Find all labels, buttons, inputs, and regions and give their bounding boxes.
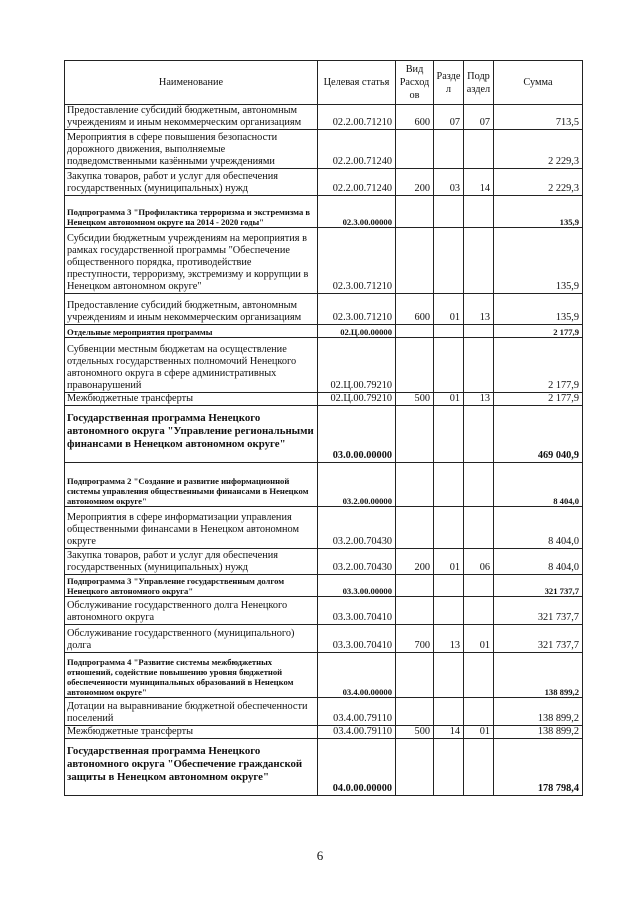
row-vid <box>396 507 434 549</box>
row-name: Государственная программа Ненецкого автономного округа "Управление региональными финансами в Ненецком автономном округе" <box>65 406 318 463</box>
row-name: Закупка товаров, работ и услуг для обеспечения государственных (муниципальных) нужд <box>65 169 318 196</box>
table-row <box>65 130 583 169</box>
row-vid <box>396 130 434 169</box>
row-sum: 135,9 <box>494 196 583 228</box>
row-name: Субсидии бюджетным учреждениям на мероприятия в рамках государственной программы "Обеспечение общественного порядка, противодействие преступности, терроризму, экстремизму и коррупции в Ненецком автономном округе" <box>65 228 318 294</box>
row-vid: 600 <box>396 105 434 130</box>
table-row-subprogram <box>65 196 583 228</box>
row-code: 02.Ц.00.00000 <box>318 325 396 338</box>
row-podrazdel <box>464 463 494 507</box>
row-razdel: 07 <box>434 105 464 130</box>
row-code: 02.2.00.71240 <box>318 130 396 169</box>
table-row <box>65 549 583 575</box>
row-sum: 469 040,9 <box>494 406 583 463</box>
header-row <box>65 61 583 105</box>
row-razdel: 01 <box>434 294 464 325</box>
row-vid <box>396 196 434 228</box>
row-code: 02.Ц.00.79210 <box>318 393 396 406</box>
row-code: 02.Ц.00.79210 <box>318 338 396 393</box>
row-sum: 8 404,0 <box>494 463 583 507</box>
table-row <box>65 393 583 406</box>
row-name: Межбюджетные трансферты <box>65 393 318 406</box>
row-code: 02.3.00.71210 <box>318 228 396 294</box>
row-vid <box>396 653 434 698</box>
row-sum: 138 899,2 <box>494 653 583 698</box>
row-vid <box>396 575 434 597</box>
row-name: Отдельные мероприятия программы <box>65 325 318 338</box>
row-podrazdel <box>464 228 494 294</box>
row-razdel <box>434 406 464 463</box>
row-razdel: 13 <box>434 625 464 653</box>
table-row-subprogram <box>65 325 583 338</box>
row-razdel: 03 <box>434 169 464 196</box>
table-row <box>65 698 583 726</box>
header-sum: Сумма <box>494 61 583 105</box>
row-razdel <box>434 597 464 625</box>
table-row-program <box>65 406 583 463</box>
row-vid <box>396 597 434 625</box>
row-podrazdel: 01 <box>464 625 494 653</box>
row-razdel: 01 <box>434 549 464 575</box>
row-podrazdel <box>464 406 494 463</box>
row-vid: 600 <box>396 294 434 325</box>
row-podrazdel: 13 <box>464 393 494 406</box>
header-vid: Вид Расход ов <box>396 61 434 105</box>
row-podrazdel: 01 <box>464 726 494 739</box>
table-row <box>65 169 583 196</box>
row-podrazdel <box>464 130 494 169</box>
table-row <box>65 507 583 549</box>
row-sum: 2 229,3 <box>494 169 583 196</box>
row-code: 03.3.00.70410 <box>318 625 396 653</box>
row-code: 03.0.00.00000 <box>318 406 396 463</box>
row-podrazdel: 13 <box>464 294 494 325</box>
row-sum: 321 737,7 <box>494 597 583 625</box>
row-code: 02.3.00.71210 <box>318 294 396 325</box>
row-razdel: 01 <box>434 393 464 406</box>
row-vid <box>396 698 434 726</box>
row-sum: 2 177,9 <box>494 393 583 406</box>
row-razdel <box>434 463 464 507</box>
row-name: Обслуживание государственного долга Ненецкого автономного округа <box>65 597 318 625</box>
row-sum: 2 229,3 <box>494 130 583 169</box>
header-name: Наименование <box>65 61 318 105</box>
row-name: Предоставление субсидий бюджетным, автономным учреждениям и иным некоммерческим организациям <box>65 294 318 325</box>
row-razdel <box>434 228 464 294</box>
row-podrazdel <box>464 653 494 698</box>
row-vid: 700 <box>396 625 434 653</box>
row-razdel <box>434 698 464 726</box>
row-code: 03.3.00.70410 <box>318 597 396 625</box>
table-row-program <box>65 739 583 796</box>
row-razdel <box>434 325 464 338</box>
row-name: Мероприятия в сфере повышения безопасности дорожного движения, выполняемые подведомственными казёнными учреждениями <box>65 130 318 169</box>
table-row-subprogram <box>65 463 583 507</box>
header-code: Целевая статья <box>318 61 396 105</box>
row-sum: 135,9 <box>494 294 583 325</box>
row-podrazdel <box>464 196 494 228</box>
row-code: 02.2.00.71240 <box>318 169 396 196</box>
table-row <box>65 625 583 653</box>
row-name: Предоставление субсидий бюджетным, автономным учреждениям и иным некоммерческим организациям <box>65 105 318 130</box>
table-row <box>65 597 583 625</box>
row-name: Субвенции местным бюджетам на осуществление отдельных государственных полномочий Ненецкого автономного округа в сфере административных правонарушений <box>65 338 318 393</box>
row-name: Подпрограмма 2 "Создание и развитие информационной системы управления общественными финансами в Ненецком автономном округе" <box>65 463 318 507</box>
row-name: Подпрограмма 4 "Развитие системы межбюджетных отношений, содействие повышению уровня бюджетной обеспеченности муниципальных образований в Ненецком автономном округе" <box>65 653 318 698</box>
row-razdel <box>434 575 464 597</box>
row-name: Подпрограмма 3 "Профилактика терроризма и экстремизма в Ненецком автономном округе на 2014 - 2020 годы" <box>65 196 318 228</box>
budget-table-container <box>64 60 583 796</box>
row-vid <box>396 228 434 294</box>
header-razdel: Разде л <box>434 61 464 105</box>
row-sum: 713,5 <box>494 105 583 130</box>
page-number: 6 <box>316 848 324 863</box>
table-row-subprogram <box>65 575 583 597</box>
row-vid <box>396 325 434 338</box>
row-razdel <box>434 739 464 796</box>
row-razdel <box>434 196 464 228</box>
row-podrazdel <box>464 698 494 726</box>
row-podrazdel <box>464 739 494 796</box>
row-vid: 500 <box>396 393 434 406</box>
row-vid <box>396 463 434 507</box>
row-podrazdel <box>464 325 494 338</box>
row-razdel <box>434 653 464 698</box>
row-code: 03.4.00.79110 <box>318 726 396 739</box>
row-vid: 200 <box>396 169 434 196</box>
row-code: 03.3.00.00000 <box>318 575 396 597</box>
row-code: 04.0.00.00000 <box>318 739 396 796</box>
row-razdel: 14 <box>434 726 464 739</box>
row-razdel <box>434 130 464 169</box>
row-code: 02.2.00.71210 <box>318 105 396 130</box>
row-podrazdel: 06 <box>464 549 494 575</box>
row-podrazdel <box>464 575 494 597</box>
header-podrazdel: Подр аздел <box>464 61 494 105</box>
row-vid: 500 <box>396 726 434 739</box>
row-sum: 178 798,4 <box>494 739 583 796</box>
row-razdel <box>434 338 464 393</box>
row-sum: 2 177,9 <box>494 338 583 393</box>
row-podrazdel <box>464 338 494 393</box>
row-sum: 321 737,7 <box>494 625 583 653</box>
row-vid <box>396 338 434 393</box>
row-sum: 8 404,0 <box>494 549 583 575</box>
table-row <box>65 105 583 130</box>
row-name: Дотации на выравнивание бюджетной обеспеченности поселений <box>65 698 318 726</box>
row-name: Межбюджетные трансферты <box>65 726 318 739</box>
table-row-subprogram <box>65 653 583 698</box>
row-name: Государственная программа Ненецкого автономного округа "Обеспечение гражданской защиты в Ненецком автономном округе" <box>65 739 318 796</box>
budget-table <box>64 60 583 796</box>
row-vid <box>396 406 434 463</box>
row-podrazdel: 07 <box>464 105 494 130</box>
row-name: Мероприятия в сфере информатизации управления общественными финансами в Ненецком автономном округе <box>65 507 318 549</box>
row-code: 03.2.00.70430 <box>318 549 396 575</box>
row-vid: 200 <box>396 549 434 575</box>
row-podrazdel <box>464 507 494 549</box>
table-row <box>65 338 583 393</box>
row-sum: 8 404,0 <box>494 507 583 549</box>
row-podrazdel <box>464 597 494 625</box>
row-code: 02.3.00.00000 <box>318 196 396 228</box>
row-sum: 321 737,7 <box>494 575 583 597</box>
row-sum: 138 899,2 <box>494 726 583 739</box>
row-sum: 135,9 <box>494 228 583 294</box>
row-vid <box>396 739 434 796</box>
row-razdel <box>434 507 464 549</box>
row-podrazdel: 14 <box>464 169 494 196</box>
row-name: Подпрограмма 3 "Управление государственным долгом Ненецкого автономного округа" <box>65 575 318 597</box>
row-sum: 2 177,9 <box>494 325 583 338</box>
table-row <box>65 294 583 325</box>
table-row <box>65 726 583 739</box>
row-sum: 138 899,2 <box>494 698 583 726</box>
row-name: Закупка товаров, работ и услуг для обеспечения государственных (муниципальных) нужд <box>65 549 318 575</box>
row-name: Обслуживание государственного (муниципального) долга <box>65 625 318 653</box>
row-code: 03.4.00.79110 <box>318 698 396 726</box>
table-row <box>65 228 583 294</box>
row-code: 03.2.00.00000 <box>318 463 396 507</box>
row-code: 03.4.00.00000 <box>318 653 396 698</box>
row-code: 03.2.00.70430 <box>318 507 396 549</box>
